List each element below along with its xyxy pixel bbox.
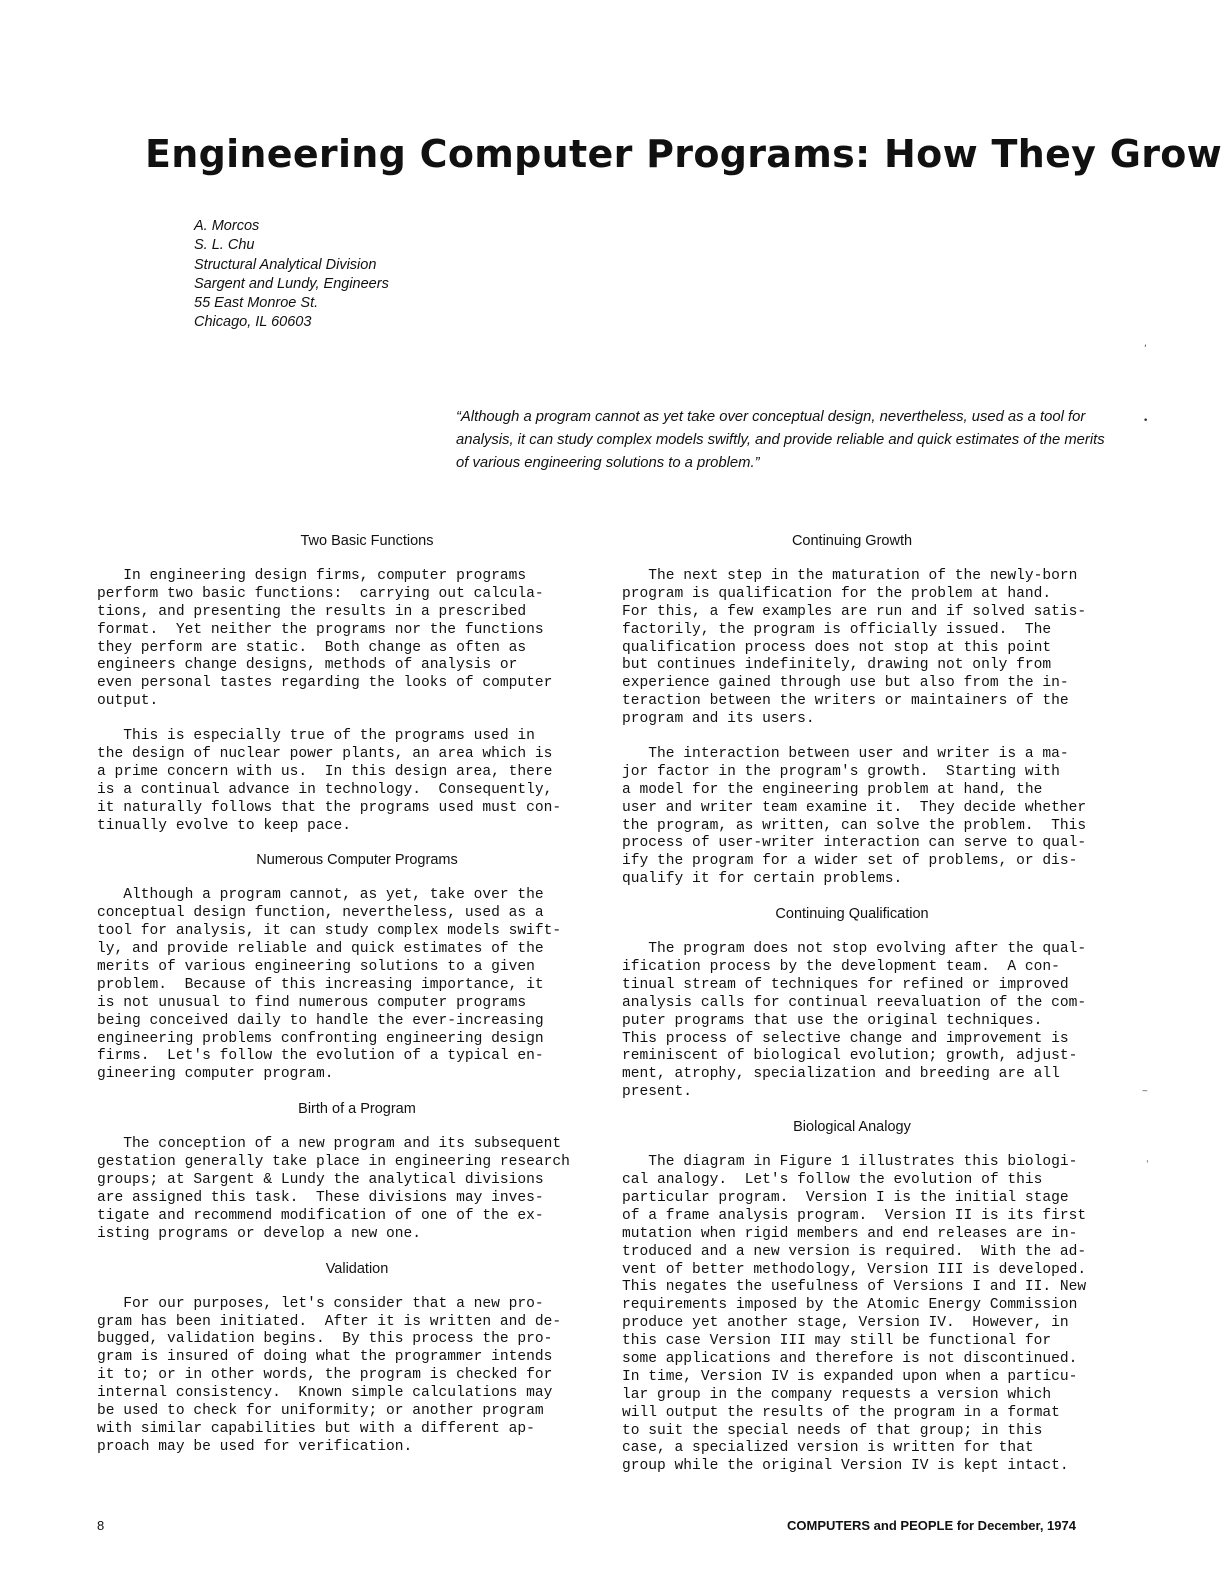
text-line: problem. Because of this increasing importance, it bbox=[97, 976, 544, 993]
text-line: reminiscent of biological evolution; growth, adjust- bbox=[622, 1048, 1078, 1065]
section-heading: Validation bbox=[325, 1260, 389, 1277]
text-line: engineers change designs, methods of analysis or bbox=[97, 657, 518, 674]
text-line: gestation generally take place in engineering research bbox=[97, 1154, 570, 1171]
pull-quote: “Although a program cannot as yet take over conceptual design, nevertheless, used as a tool for analysis, it can study complex models swiftly, and provide reliable and quick estimates of the merits of various engineering solutions to a problem.” bbox=[456, 409, 1105, 471]
section-heading: Continuing Growth bbox=[791, 533, 913, 549]
text-line: analysis calls for continual reevaluation of the com- bbox=[622, 994, 1087, 1011]
text-line: qualification process does not stop at this point bbox=[622, 639, 1052, 656]
publication-footer: COMPUTERS and PEOPLE for December, 1974 bbox=[787, 1518, 1076, 1533]
text-line: The interaction between user and writer is a ma- bbox=[622, 746, 1069, 763]
scan-speck-icon: ‘ bbox=[1144, 344, 1147, 354]
text-line: Although a program cannot, as yet, take over the bbox=[97, 887, 544, 904]
text-line: The conception of a new program and its subsequent bbox=[97, 1136, 562, 1153]
scan-speck-icon: ˌ bbox=[1146, 1154, 1149, 1164]
text-line: The program does not stop evolving after the qual- bbox=[622, 941, 1087, 958]
text-line: output. bbox=[97, 693, 159, 710]
text-line: gineering computer program. bbox=[97, 1066, 334, 1083]
text-line: format. Yet neither the programs nor the functions bbox=[97, 621, 544, 638]
text-line: requirements imposed by the Atomic Energy Commission bbox=[622, 1297, 1078, 1314]
left-column bbox=[97, 532, 597, 1457]
text-line: troduced and a new version is required. With the ad- bbox=[622, 1243, 1087, 1260]
text-line: In engineering design firms, computer programs bbox=[97, 568, 527, 584]
text-line: the design of nuclear power plants, an area which is bbox=[97, 746, 553, 763]
section-heading: Biological Analogy bbox=[793, 1119, 911, 1136]
text-line: gram is insured of doing what the programmer intends bbox=[97, 1349, 553, 1366]
text-line: cal analogy. Let's follow the evolution of this bbox=[622, 1172, 1043, 1189]
section-heading: Continuing Qualification bbox=[775, 906, 929, 923]
text-line: this case Version III may still be functional for bbox=[622, 1333, 1052, 1350]
text-line: present. bbox=[622, 1084, 693, 1101]
text-line: isting programs or develop a new one. bbox=[97, 1225, 422, 1242]
text-line: are assigned this task. These divisions may inves- bbox=[97, 1189, 544, 1206]
text-line: The next step in the maturation of the newly-born bbox=[622, 568, 1078, 584]
paragraph bbox=[622, 568, 1122, 729]
author-name: S. L. Chu bbox=[194, 237, 255, 254]
text-line: conceptual design function, nevertheless, used as a bbox=[97, 905, 544, 922]
paragraph bbox=[97, 568, 597, 711]
text-line: lar group in the company requests a version which bbox=[622, 1386, 1052, 1403]
text-line: qualify it for certain problems. bbox=[622, 871, 903, 888]
paragraph bbox=[622, 1154, 1122, 1476]
text-line: tions, and presenting the results in a prescribed bbox=[97, 603, 527, 620]
text-line: ment, atrophy, specialization and breeding are all bbox=[622, 1066, 1060, 1083]
text-line: mutation when rigid members and end releases are in- bbox=[622, 1225, 1078, 1242]
text-line: ification process by the development team. A con- bbox=[622, 959, 1060, 976]
text-line: some applications and therefore is not discontinued. bbox=[622, 1350, 1078, 1367]
paragraph bbox=[97, 887, 597, 1084]
text-line: firms. Let's follow the evolution of a typical en- bbox=[97, 1048, 544, 1065]
text-line: be used to check for uniformity; or another program bbox=[97, 1402, 544, 1419]
text-line: jor factor in the program's growth. Starting with bbox=[622, 763, 1060, 780]
text-line: For this, a few examples are run and if solved satis- bbox=[622, 603, 1087, 620]
author-address: Chicago, IL 60603 bbox=[194, 314, 312, 331]
section-heading: Birth of a Program bbox=[298, 1101, 416, 1118]
scan-speck-icon: • bbox=[1143, 416, 1149, 426]
section-heading: Numerous Computer Programs bbox=[256, 852, 458, 869]
text-line: proach may be used for verification. bbox=[97, 1438, 413, 1455]
text-line: case, a specialized version is written for that bbox=[622, 1440, 1034, 1457]
text-line: program and its users. bbox=[622, 711, 815, 728]
text-line: internal consistency. Known simple calculations may bbox=[97, 1385, 553, 1402]
text-line: it naturally follows that the programs used must con- bbox=[97, 799, 562, 816]
text-line: tinual stream of techniques for refined or improved bbox=[622, 976, 1069, 993]
text-line: group while the original Version IV is kept intact. bbox=[622, 1458, 1069, 1475]
text-line: is a continual advance in technology. Consequently, bbox=[97, 781, 553, 798]
article-title: Engineering Computer Programs: How They Grow bbox=[145, 132, 1223, 176]
text-line: a prime concern with us. In this design area, there bbox=[97, 763, 553, 780]
paragraph bbox=[97, 728, 597, 835]
text-line: ly, and provide reliable and quick estimates of the bbox=[97, 941, 544, 958]
text-line: to suit the special needs of that group; in this bbox=[622, 1422, 1043, 1439]
author-affiliation: Structural Analytical Division bbox=[194, 256, 377, 273]
text-line: This process of selective change and improvement is bbox=[622, 1030, 1069, 1047]
author-address: 55 East Monroe St. bbox=[194, 295, 319, 312]
text-line: will output the results of the program in a format bbox=[622, 1404, 1060, 1421]
text-line: merits of various engineering solutions to a given bbox=[97, 959, 535, 976]
text-line: teraction between the writers or maintainers of the bbox=[622, 693, 1069, 710]
text-line: bugged, validation begins. By this process the pro- bbox=[97, 1331, 553, 1348]
author-name: A. Morcos bbox=[194, 218, 260, 234]
text-line: but continues indefinitely, drawing not only from bbox=[622, 657, 1052, 674]
text-line: This negates the usefulness of Versions I and II. New bbox=[622, 1279, 1087, 1296]
paragraph bbox=[622, 941, 1122, 1102]
text-line: particular program. Version I is the initial stage bbox=[622, 1189, 1069, 1206]
text-line: vent of better methodology, Version III is developed. bbox=[622, 1261, 1087, 1278]
paragraph bbox=[97, 1136, 597, 1243]
text-line: factorily, the program is officially issued. The bbox=[622, 621, 1052, 638]
scan-speck-icon: ‒ bbox=[1142, 1086, 1148, 1096]
text-line: tigate and recommend modification of one of the ex- bbox=[97, 1207, 544, 1224]
right-column bbox=[622, 532, 1122, 1476]
text-line: This is especially true of the programs used in bbox=[97, 728, 535, 745]
text-line: being conceived daily to handle the ever-increasing bbox=[97, 1012, 544, 1029]
text-line: with similar capabilities but with a different ap- bbox=[97, 1420, 535, 1437]
text-line: tinually evolve to keep pace. bbox=[97, 817, 351, 834]
text-line: In time, Version IV is expanded upon when a particu- bbox=[622, 1368, 1078, 1385]
text-line: they perform are static. Both change as often as bbox=[97, 639, 527, 656]
text-line: puter programs that use the original techniques. bbox=[622, 1012, 1043, 1029]
text-line: a model for the engineering problem at hand, the bbox=[622, 781, 1043, 798]
text-line: engineering problems confronting engineering design bbox=[97, 1030, 544, 1047]
text-line: ify the program for a wider set of problems, or dis- bbox=[622, 853, 1078, 870]
section-heading: Two Basic Functions bbox=[300, 533, 434, 549]
text-line: groups; at Sargent & Lundy the analytical divisions bbox=[97, 1172, 544, 1189]
page-number: 8 bbox=[97, 1518, 105, 1533]
text-line: experience gained through use but also from the in- bbox=[622, 675, 1069, 692]
text-line: produce yet another stage, Version IV. However, in bbox=[622, 1315, 1069, 1332]
text-line: program is qualification for the problem at hand. bbox=[622, 585, 1052, 602]
text-line: it to; or in other words, the program is checked for bbox=[97, 1367, 553, 1384]
text-line: gram has been initiated. After it is written and de- bbox=[97, 1313, 562, 1330]
paragraph bbox=[622, 746, 1122, 889]
text-line: For our purposes, let's consider that a new pro- bbox=[97, 1295, 544, 1312]
text-line: of a frame analysis program. Version II is its first bbox=[622, 1207, 1087, 1224]
text-line: the program, as written, can solve the problem. This bbox=[622, 817, 1087, 834]
text-line: tool for analysis, it can study complex models swift- bbox=[97, 923, 562, 940]
text-line: perform two basic functions: carrying out calcula- bbox=[97, 585, 544, 602]
author-block bbox=[194, 217, 389, 333]
author-affiliation: Sargent and Lundy, Engineers bbox=[194, 275, 389, 292]
text-line: process of user-writer interaction can serve to qual- bbox=[622, 835, 1087, 852]
text-line: The diagram in Figure 1 illustrates this biologi- bbox=[622, 1154, 1078, 1171]
text-line: even personal tastes regarding the looks of computer bbox=[97, 675, 553, 692]
paragraph bbox=[97, 1296, 597, 1457]
text-line: user and writer team examine it. They decide whether bbox=[622, 799, 1087, 816]
text-line: is not unusual to find numerous computer programs bbox=[97, 994, 527, 1011]
